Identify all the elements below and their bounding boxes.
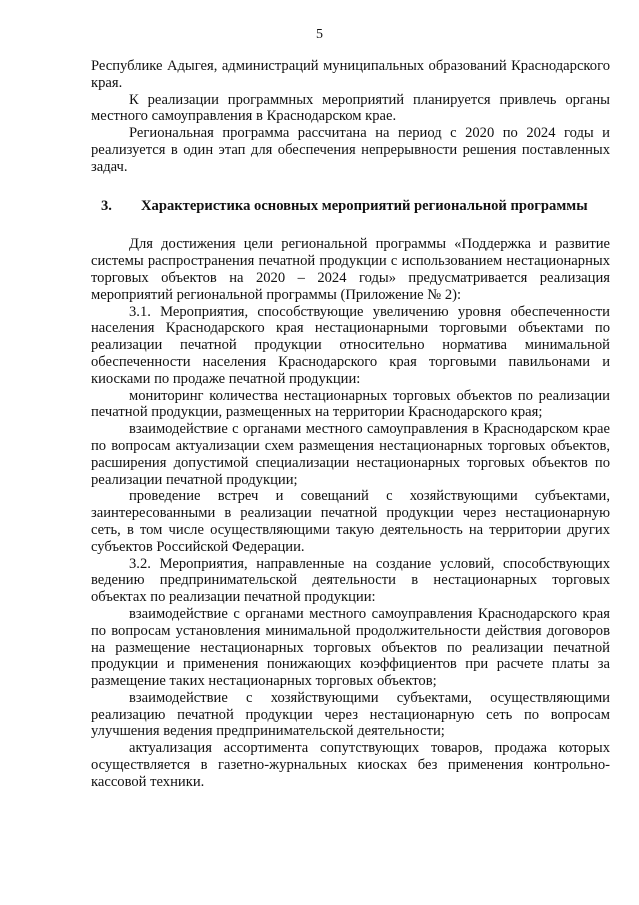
page-number: 5 xyxy=(316,27,323,42)
paragraph-local-government: К реализации программных мероприятий планируется привлечь органы местного самоуправления в Краснодарском крае. xyxy=(91,91,610,125)
paragraph-measures-3-1: 3.1. Мероприятия, способствующие увеличению уровня обеспеченности населения Краснодарского края нестационарными торговыми объектами по реализации печатной продукции относительно норматива минимальной обеспеченности населения Краснодарского края торговыми павильонами и киосками по продаже печатной продукции: xyxy=(91,303,610,387)
paragraph-continuation: Республике Адыгея, администраций муниципальных образований Краснодарского края. xyxy=(91,58,610,91)
paragraph-meetings: проведение встреч и совещаний с хозяйствующими субъектами, заинтересованными в реализации печатной продукции через нестационарную сеть, в том числе осуществляющими такую деятельность на территории других субъектов Российской Федерации. xyxy=(91,488,610,555)
paragraph-measures-3-2: 3.2. Мероприятия, направленные на создание условий, способствующих ведению предпринимательской деятельности в нестационарных торговых объектах по реализации печатной продукции: xyxy=(91,555,610,606)
section-number: 3. xyxy=(101,197,112,214)
paragraph-assortment: актуализация ассортимента сопутствующих товаров, продажа которых осуществляется в газетно-журнальных киосках без применения контрольно-кассовой техники. xyxy=(91,740,610,790)
paragraph-monitoring: мониторинг количества нестационарных торговых объектов по реализации печатной продукции, размещенных на территории Краснодарского края; xyxy=(91,387,610,421)
paragraph-goal: Для достижения цели региональной программы «Поддержка и развитие системы распространения печатной продукции с использованием нестационарных торговых объектов на 2020 – 2024 годы» предусматривается реализация мероприятий региональной программы (Приложение № 2): xyxy=(91,236,610,303)
document-body xyxy=(91,58,610,791)
paragraph-interaction-schemes: взаимодействие с органами местного самоуправления в Краснодарском крае по вопросам актуализации схем размещения нестационарных торговых объектов, расширения допустимой специализации нестационарных торговых объектов по реализации печатной продукции; xyxy=(91,421,610,488)
section-title: Характеристика основных мероприятий региональной программы xyxy=(141,197,588,214)
section-heading xyxy=(91,198,610,215)
paragraph-interaction-business: взаимодействие с хозяйствующими субъектами, осуществляющими реализацию печатной продукции через нестационарную сеть по вопросам улучшения ведения предпринимательской деятельности; xyxy=(91,689,610,740)
paragraph-interaction-contracts: взаимодействие с органами местного самоуправления Краснодарского края по вопросам установления минимальной продолжительности действия договоров на размещение нестационарных торговых объектов по реализации печатной продукции и применения понижающих коэффициентов при расчете платы за размещение таких нестационарных торговых объектов; xyxy=(91,605,610,690)
paragraph-program-period: Региональная программа рассчитана на период с 2020 по 2024 годы и реализуется в один этап для обеспечения непрерывности решения поставленных задач. xyxy=(91,125,610,175)
